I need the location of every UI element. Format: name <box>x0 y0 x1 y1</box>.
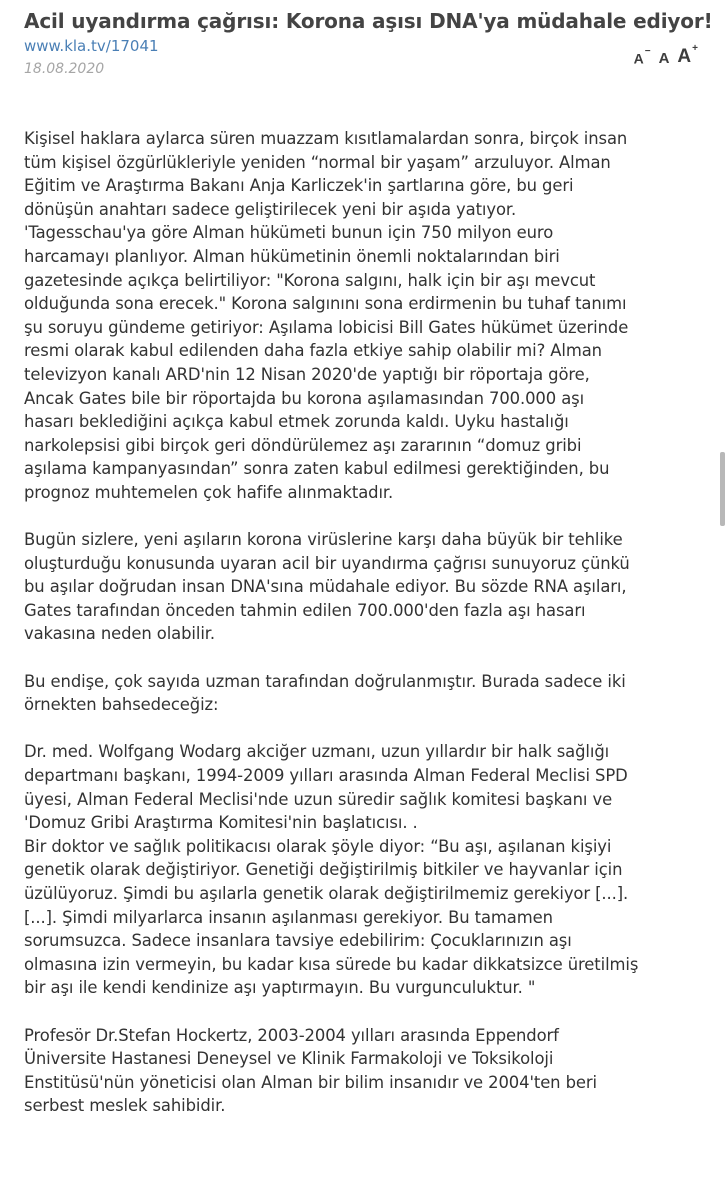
text-line: Enstitüsü'nün yöneticisi olan Alman bir bilim insanıdır ve 2004'ten beri <box>24 1072 597 1092</box>
text-line: departmanı başkanı, 1994-2009 yılları arasında Alman Federal Meclisi SPD <box>24 766 628 786</box>
text-line: Kişisel haklara aylarca süren muazzam kısıtlamalardan sonra, birçok insan <box>24 129 628 148</box>
font-size-controls <box>633 42 698 67</box>
text-line: oluşturduğu konusunda uyaran acil bir uyandırma çağrısı sunuyoruz çünkü <box>24 553 630 573</box>
text-line: prognoz muhtemelen çok hafife alınmaktadır. <box>24 482 394 502</box>
text-line: 'Tagesschau'ya göre Alman hükümeti bunun için 750 milyon euro <box>24 223 554 243</box>
article-paragraph <box>24 740 704 1000</box>
normal-font-label: A <box>658 50 670 67</box>
text-line: aşılama kampanyasından” sonra zaten kabul edilmesi gerektiğinden, bu <box>24 459 610 479</box>
text-line: şu soruyu gündeme getiriyor: Aşılama lobicisi Bill Gates hükümet üzerinde <box>24 317 629 337</box>
article-header <box>24 6 714 79</box>
text-line: sorumsuzca. Sadece insanlara tavsiye edebilirim: Çocuklarınızın aşı <box>24 931 572 951</box>
text-line: 'Domuz Gribi Araştırma Komitesi'nin başlatıcısı. . <box>24 813 418 833</box>
decrease-font-label: A <box>633 51 644 67</box>
article-paragraph <box>24 127 704 505</box>
text-line: harcamayı planlıyor. Alman hükümetinin önemli noktalarından biri <box>24 246 560 266</box>
text-line: Bugün sizlere, yeni aşıların korona virüslerine karşı daha büyük bir tehlike <box>24 530 623 550</box>
text-line: dönüşün anahtarı sadece geliştirilecek yeni bir aşıda yatıyor. <box>24 199 517 219</box>
text-line: gazetesinde açıkça belirtiliyor: "Korona salgını, halk için bir aşı mevcut <box>24 270 596 290</box>
article-paragraph <box>24 1024 704 1118</box>
text-line: Gates tarafından önceden tahmin edilen 700.000'den fazla aşı hasarı <box>24 600 586 620</box>
increase-font-label: A <box>677 46 692 67</box>
text-line: genetik olarak değiştiriyor. Genetiği değiştirilmiş bitkiler ve hayvanlar için <box>24 860 623 880</box>
text-line: bir aşı ile kendi kendinize aşı yaptırmayın. Bu vurgunculuktur. " <box>24 978 536 998</box>
text-line: olmasına izin vermeyin, bu kadar kısa sürede bu kadar dikkatsizce üretilmiş <box>24 954 639 974</box>
text-line: narkolepsisi gibi birçok geri döndürülemez aşı zararının “domuz gribi <box>24 435 582 455</box>
increase-font-sup: + <box>692 42 698 54</box>
text-line: olduğunda sona erecek." Korona salgınını sona erdirmenin bu tuhaf tanımı <box>24 294 627 314</box>
text-line: Ancak Gates bile bir röportajda bu korona aşılamasından 700.000 aşı <box>24 388 585 408</box>
article-body <box>24 127 704 1142</box>
article-paragraph <box>24 670 704 717</box>
article-title: Acil uyandırma çağrısı: Korona aşısı DNA'ya müdahale ediyor! <box>24 9 713 33</box>
text-line: televizyon kanalı ARD'nin 12 Nisan 2020'de yaptığı bir röportaja göre, <box>24 364 590 384</box>
text-line: Bir doktor ve sağlık politikacısı olarak şöyle diyor: “Bu aşı, aşılanan kişiyi <box>24 836 612 856</box>
text-line: vakasına neden olabilir. <box>24 624 216 644</box>
decrease-font-sup: − <box>644 46 651 58</box>
text-line: Üniversite Hastanesi Deneysel ve Klinik Farmakoloji ve Toksikoloji <box>24 1049 554 1069</box>
text-line: resmi olarak kabul edilenden daha fazla etkiye sahip olabilir mi? Alman <box>24 341 602 361</box>
text-line: hasarı beklediğini açıkça kabul etmek zorunda kaldı. Uyku hastalığı <box>24 412 569 432</box>
publish-date: 18.08.2020 <box>24 61 105 77</box>
text-line: Dr. med. Wolfgang Wodarg akciğer uzmanı, uzun yıllardır bir halk sağlığı <box>24 742 610 762</box>
article-paragraph <box>24 528 704 646</box>
text-line: örnekten bahsedeceğiz: <box>24 695 219 715</box>
scrollbar-thumb[interactable] <box>720 452 725 526</box>
text-line: tüm kişisel özgürlükleriyle yeniden “normal bir yaşam” arzuluyor. Alman <box>24 152 611 172</box>
text-line: [...]. Şimdi milyarlarca insanın aşılanması gerekiyor. Bu tamamen <box>24 907 553 927</box>
increase-font-button[interactable] <box>677 42 698 67</box>
text-line: Bu endişe, çok sayıda uzman tarafından doğrulanmıştır. Burada sadece iki <box>24 671 626 691</box>
text-line: serbest meslek sahibidir. <box>24 1096 226 1116</box>
text-line: bu aşılar doğrudan insan DNA'sına müdahale ediyor. Bu sözde RNA aşıları, <box>24 577 627 597</box>
source-link[interactable]: www.kla.tv/17041 <box>24 37 159 55</box>
normal-font-button[interactable] <box>659 51 670 66</box>
text-line: Profesör Dr.Stefan Hockertz, 2003-2004 yılları arasında Eppendorf <box>24 1025 559 1045</box>
text-line: üzülüyoruz. Şimdi bu aşılarla genetik olarak değiştirilmemiz gerekiyor [...]. <box>24 884 629 903</box>
decrease-font-button[interactable] <box>633 46 651 67</box>
text-line: Eğitim ve Araştırma Bakanı Anja Karliczek'in şartlarına göre, bu geri <box>24 176 574 196</box>
text-line: üyesi, Alman Federal Meclisi'nde uzun süredir sağlık komitesi başkanı ve <box>24 789 613 809</box>
